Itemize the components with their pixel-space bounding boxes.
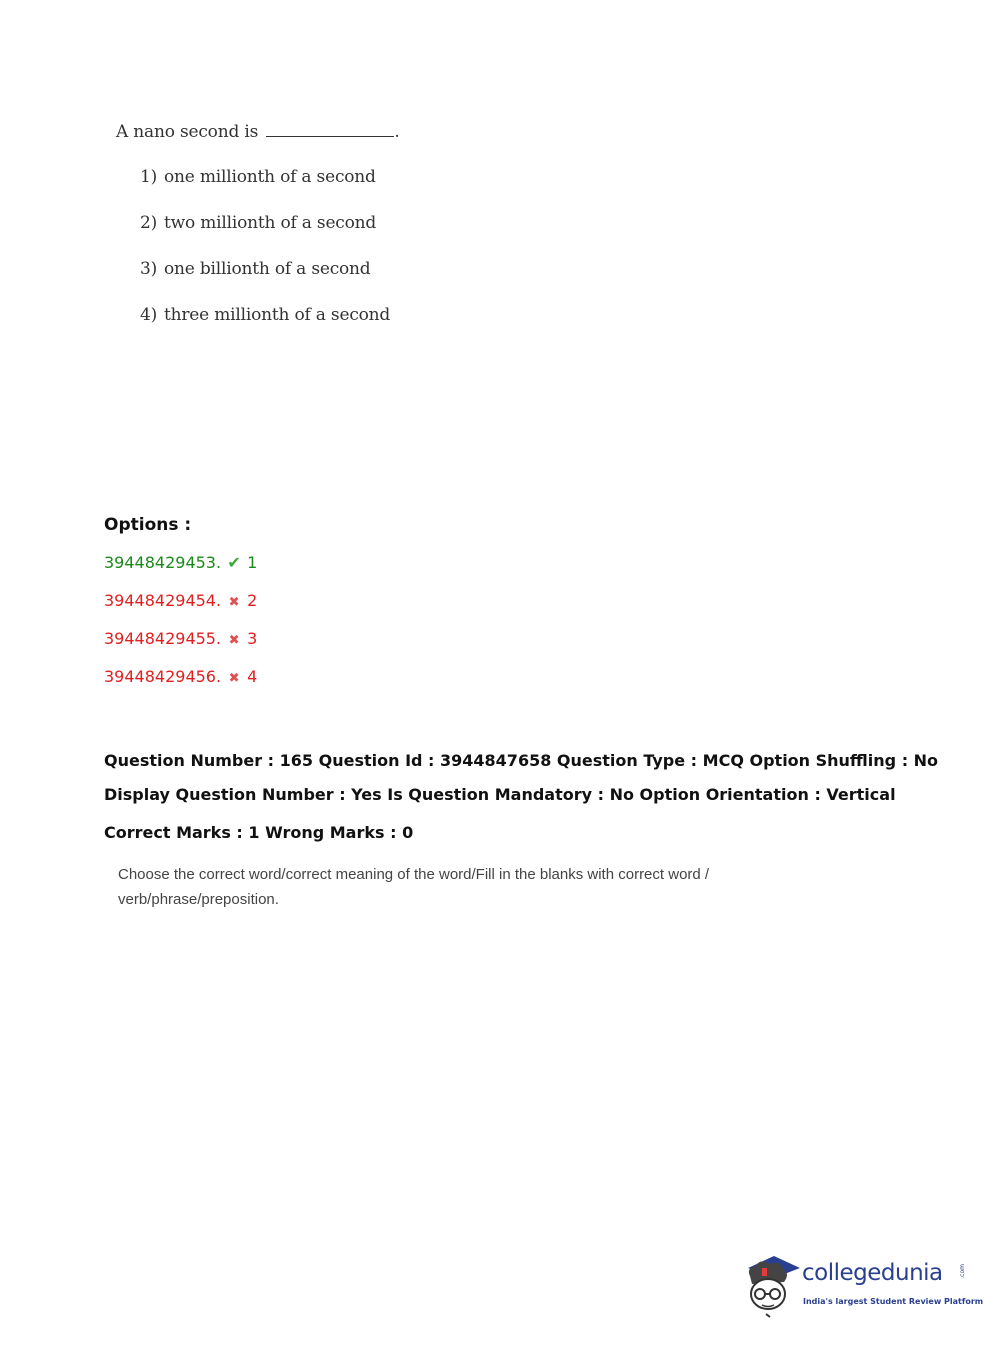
collegedunia-logo — [740, 1250, 984, 1320]
option-number: 2) — [140, 213, 158, 233]
answer-option-id: 39448429454. — [104, 591, 222, 610]
answer-option-label: 4 — [247, 667, 258, 686]
answer-option-id: 39448429453. — [104, 553, 222, 572]
question-marks-line: Correct Marks : 1 Wrong Marks : 0 — [104, 823, 414, 842]
answer-option-label: 2 — [247, 591, 258, 610]
option-text: two millionth of a second — [164, 213, 377, 233]
option-text: one billionth of a second — [164, 259, 371, 279]
cross-icon: ✖ — [228, 595, 240, 610]
question-options-list — [116, 163, 400, 347]
question-image — [116, 118, 400, 347]
answer-option-row — [104, 629, 257, 648]
cross-icon: ✖ — [228, 671, 240, 686]
cross-icon: ✖ — [228, 633, 240, 648]
fill-blank — [266, 120, 394, 137]
question-option — [140, 163, 400, 209]
option-number: 1) — [140, 167, 158, 187]
answer-option-row — [104, 591, 257, 610]
question-option — [140, 301, 400, 347]
answer-option-row — [104, 667, 257, 686]
instruction-line: verb/phrase/preposition. — [118, 891, 279, 908]
question-meta-line-2: Display Question Number : Yes Is Question Mandatory : No Option Orientation : Vertical — [104, 785, 896, 804]
question-stem-text: A nano second is — [116, 122, 259, 142]
answer-option-label: 3 — [247, 629, 258, 648]
option-text: one millionth of a second — [164, 167, 376, 187]
logo-tagline: India's largest Student Review Platform — [803, 1297, 984, 1306]
check-icon: ✔ — [227, 553, 241, 572]
question-option — [140, 209, 400, 255]
answer-option-id: 39448429456. — [104, 667, 222, 686]
answer-option-label: 1 — [247, 553, 258, 572]
options-heading: Options : — [104, 515, 192, 535]
answer-option-row — [104, 553, 257, 572]
logo-domain-suffix: .com — [959, 1264, 966, 1279]
instruction-line: Choose the correct word/correct meaning of the word/Fill in the blanks with correct word / — [118, 866, 710, 883]
mascot-icon — [740, 1250, 802, 1320]
logo-wordmark: collegedunia — [802, 1260, 943, 1286]
question-instruction — [118, 862, 718, 912]
option-number: 3) — [140, 259, 158, 279]
question-option — [140, 255, 400, 301]
answer-option-id: 39448429455. — [104, 629, 222, 648]
question-meta-line-1: Question Number : 165 Question Id : 3944847658 Question Type : MCQ Option Shuffling : No — [104, 751, 939, 770]
option-number: 4) — [140, 305, 158, 325]
option-text: three millionth of a second — [164, 305, 391, 325]
question-stem — [116, 118, 400, 146]
question-stem-end: . — [394, 122, 400, 142]
